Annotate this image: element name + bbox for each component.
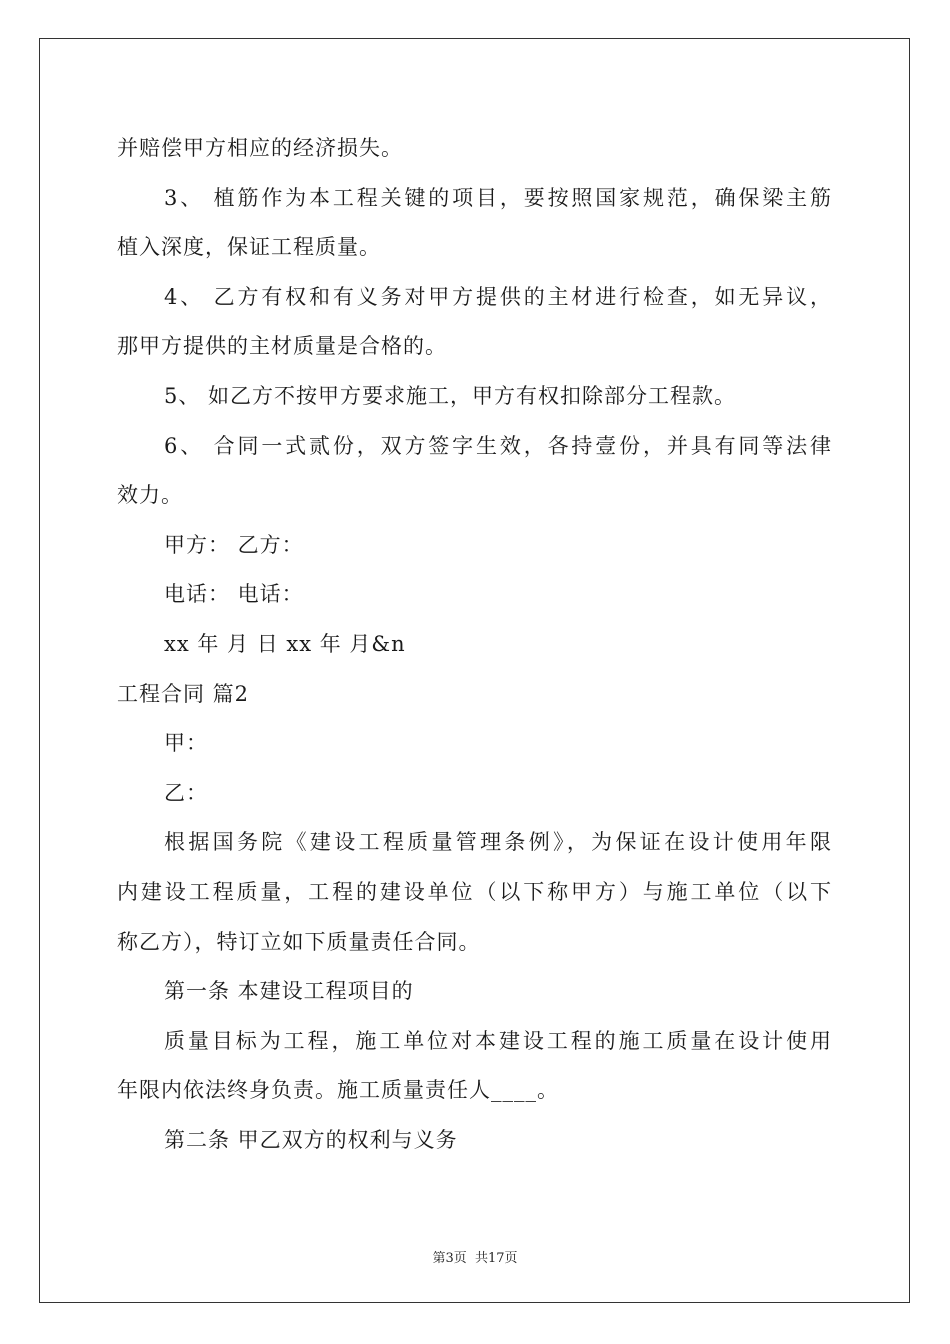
text-line: 根据国务院《建设工程质量管理条例》，为保证在设计使用年限	[164, 830, 832, 855]
signature-date-line: xx 年 月 日 xx 年 月&n	[164, 631, 406, 656]
text-line: 那甲方提供的主材质量是合格的。	[117, 334, 447, 359]
page-total: 共17页	[474, 1251, 518, 1266]
text-line: 3、 植筋作为本工程关键的项目，要按照国家规范，确保梁主筋	[164, 185, 832, 210]
section-heading: 工程合同 篇2	[117, 681, 250, 706]
signature-phone-line: 电话： 电话：	[164, 582, 304, 607]
text-line: 植入深度，保证工程质量。	[117, 235, 381, 260]
article-heading: 第一条 本建设工程项目的	[164, 979, 414, 1004]
text-line: 质量目标为工程，施工单位对本建设工程的施工质量在设计使用	[164, 1028, 832, 1053]
text-line: 6、 合同一式贰份，双方签字生效，各持壹份，并具有同等法律	[164, 433, 832, 458]
document-body	[117, 124, 832, 1165]
text-line: 称乙方），特订立如下质量责任合同。	[117, 929, 481, 954]
page-footer	[0, 1247, 950, 1266]
text-line: 年限内依法终身负责。施工质量责任人____。	[117, 1078, 559, 1103]
text-line: 内建设工程质量，工程的建设单位（以下称甲方）与施工单位（以下	[117, 879, 832, 904]
text-line: 并赔偿甲方相应的经济损失。	[117, 136, 403, 160]
page-number: 第3页	[432, 1251, 467, 1266]
party-a-line: 甲：	[164, 731, 208, 756]
text-line: 效力。	[117, 483, 183, 508]
party-b-line: 乙：	[164, 780, 208, 805]
text-line: 4、 乙方有权和有义务对甲方提供的主材进行检查，如无异议，	[164, 284, 832, 309]
article-heading: 第二条 甲乙双方的权利与义务	[164, 1127, 458, 1152]
text-line: 5、 如乙方不按甲方要求施工，甲方有权扣除部分工程款。	[164, 383, 737, 408]
signature-party-line: 甲方： 乙方：	[164, 532, 304, 557]
